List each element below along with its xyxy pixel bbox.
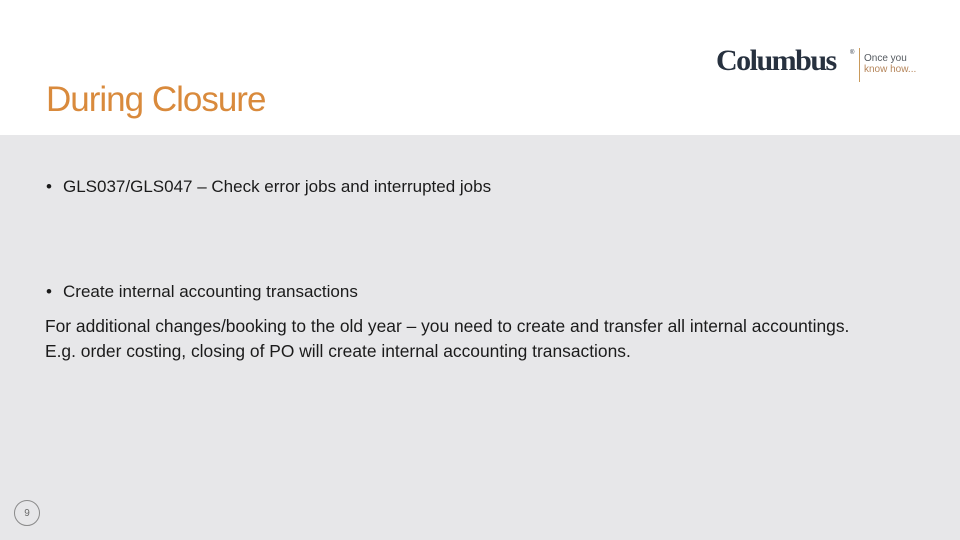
columbus-logo [716,44,926,84]
bullet-dot-icon: • [46,282,52,301]
logo-wordmark: Columbus [716,44,836,77]
logo-tagline [864,53,916,75]
logo-registered-mark: ® [850,50,855,56]
slide-title: During Closure [46,80,266,119]
logo-tagline-line2: know how... [864,64,917,75]
logo-tagline-line1: Once you [864,53,907,64]
bullet-item [46,282,358,302]
bullet-text: Create internal accounting transactions [63,282,358,301]
body-paragraph: For additional changes/booking to the old year – you need to create and transfer all internal accountings. E.g. order costing, closing of PO will create internal accounting transactions. [45,316,850,361]
bullet-item [46,177,491,197]
logo-divider [859,48,860,82]
page-number-badge [14,500,40,526]
slide-header [0,0,960,135]
page-number: 9 [24,507,30,519]
bullet-dot-icon: • [46,177,52,196]
bullet-text: GLS037/GLS047 – Check error jobs and interrupted jobs [63,177,492,196]
